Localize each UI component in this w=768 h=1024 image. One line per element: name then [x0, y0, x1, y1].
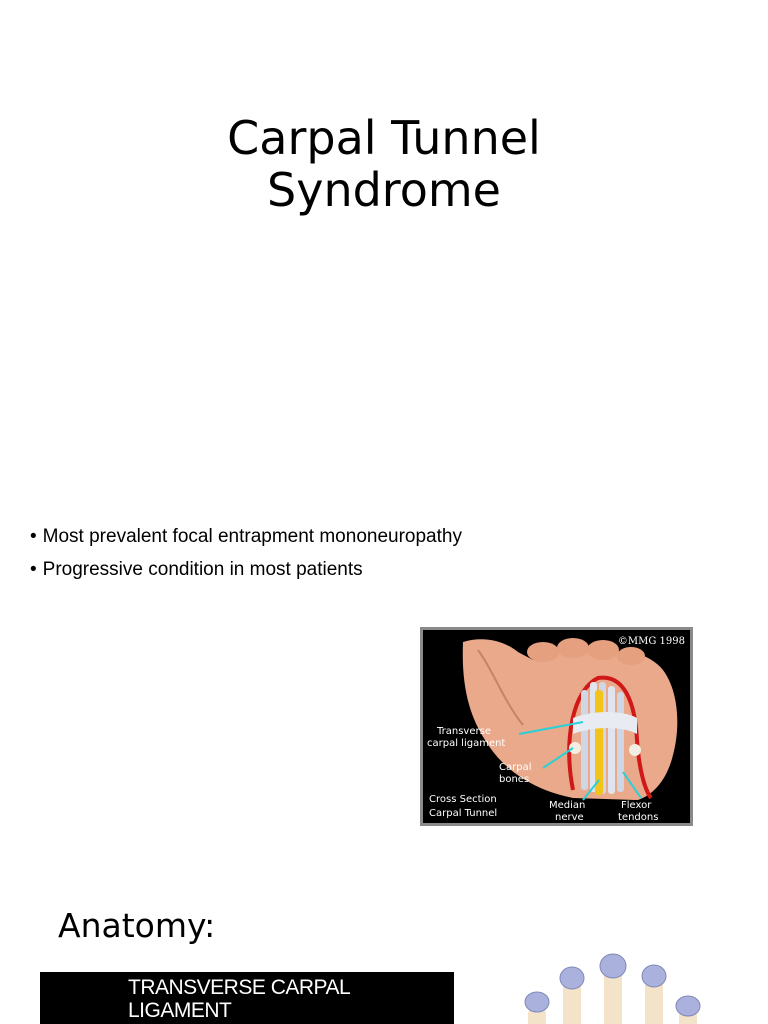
carpal-label-2: bones	[499, 774, 530, 785]
anatomy-heading: Anatomy:	[58, 906, 216, 945]
carpal-bone	[569, 742, 581, 754]
title-line-2: Syndrome	[267, 163, 501, 217]
finger-base	[617, 647, 645, 665]
transverse-label-2: carpal ligament	[427, 738, 506, 749]
hand-bones-illustration	[515, 950, 715, 1024]
cross-section-label-2: Carpal Tunnel	[429, 808, 498, 819]
carpal-label-1: Carpal	[499, 762, 532, 773]
cross-section-label-1: Cross Section	[429, 794, 497, 805]
median-nerve	[595, 690, 603, 795]
carpal-tunnel-drawing	[423, 630, 690, 823]
finger-base	[527, 642, 559, 662]
title-line-1: Carpal Tunnel	[227, 111, 541, 165]
bullet-item: • Progressive condition in most patients	[30, 559, 750, 581]
flexor-label-1: Flexor	[621, 800, 652, 811]
median-label-2: nerve	[555, 812, 584, 823]
bullet-list	[30, 526, 750, 592]
carpal-tunnel-illustration	[420, 627, 693, 826]
finger-base	[587, 640, 619, 660]
finger-base	[557, 638, 589, 658]
bullet-item: • Most prevalent focal entrapment mononeuropathy	[30, 526, 750, 548]
ligament-caption-line-1: TRANSVERSE CARPAL	[128, 976, 351, 999]
ligament-caption-line-2: LIGAMENT	[128, 999, 232, 1022]
transverse-ligament-image	[40, 972, 454, 1024]
carpal-bone	[629, 744, 641, 756]
transverse-label-1: Transverse	[437, 726, 491, 737]
ligament-caption	[128, 976, 350, 1022]
flexor-label-2: tendons	[618, 812, 659, 823]
slide-title	[0, 112, 768, 216]
median-label-1: Median	[549, 800, 586, 811]
copyright-label: ©MMG 1998	[617, 636, 685, 647]
